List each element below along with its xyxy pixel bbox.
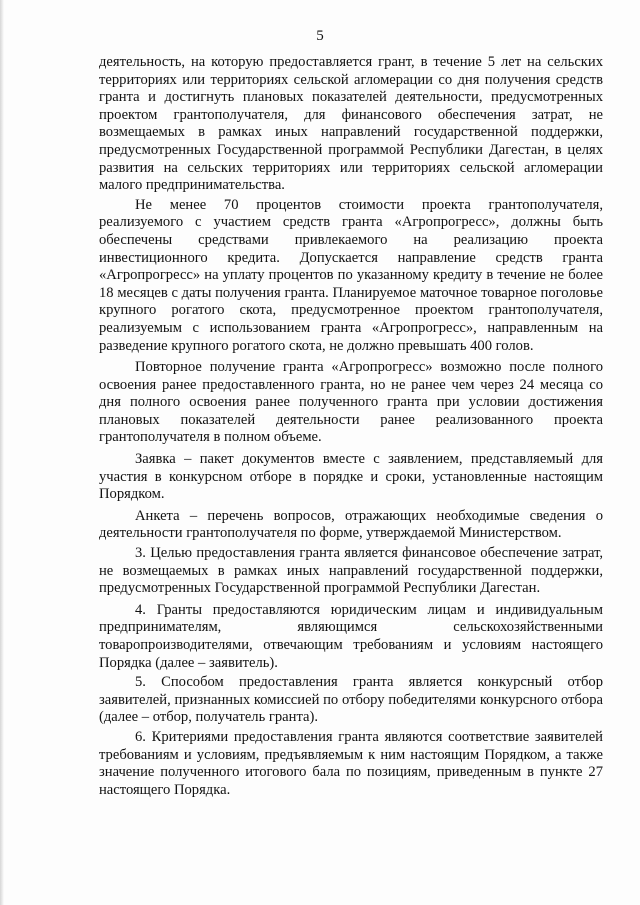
paragraph-item-4: 4. Гранты предоставляются юридическим лицам и индивидуальным предпринимателям, являющимся сельскохозяйственными товаропроизводителями, отвечающим требованиям и условиям настоящего Порядка (далее – заявитель). [99, 601, 603, 671]
page-number: 5 [316, 28, 324, 44]
paragraph-continuation: деятельность, на которую предоставляется грант, в течение 5 лет на сельских территориях или территориях сельской агломерации со дня получения средств гранта и достигнуть плановых показателей деятельности, предусмотренных проектом грантополучателя, для финансового обеспечения затрат, не возмещаемых в рамках иных направлений государственной поддержки, предусмотренных Государственной программой Республики Дагестан, в целях развития на сельских территориях или территориях сельской агломерации малого предпринимательства. [99, 54, 603, 194]
paragraph-item-3: 3. Целью предоставления гранта является финансовое обеспечение затрат, не возмещаемых в рамках иных направлений государственной поддержки, предусмотренных Государственной программой Республики Дагестан. [99, 545, 603, 597]
scan-edge-shadow [0, 0, 4, 905]
document-body [99, 54, 603, 801]
paragraph-project-cost: Не менее 70 процентов стоимости проекта грантополучателя, реализуемого с участием средств гранта «Агропрогресс», должны быть обеспечены средствами привлекаемого на реализацию проекта инвестиционного кредита. Допускается направление средств гранта «Агропрогресс» на уплату процентов по указанному кредиту в течение не более 18 месяцев с даты получения гранта. Планируемое маточное товарное поголовье крупного рогатого скота, предусмотренное проектом грантополучателя, реализуемым с использованием гранта «Агропрогресс», направленным на разведение крупного рогатого скота, не должно превышать 400 голов. [99, 196, 603, 354]
paragraph-item-5: 5. Способом предоставления гранта является конкурсный отбор заявителей, признанных комиссией по отбору победителями конкурсного отбора (далее – отбор, получатель гранта). [99, 674, 603, 726]
paragraph-repeat-grant: Повторное получение гранта «Агропрогресс» возможно после полного освоения ранее предоставленного гранта, но не ранее чем через 24 месяца со дня полного освоения ранее полученного гранта при условии достижения плановых показателей деятельности ранее реализованного проекта грантополучателя в полном объеме. [99, 359, 603, 446]
paragraph-questionnaire-definition: Анкета – перечень вопросов, отражающих необходимые сведения о деятельности грантополучателя по форме, утверждаемой Министерством. [99, 507, 603, 542]
paragraph-item-6: 6. Критериями предоставления гранта являются соответствие заявителей требованиям и условиям, предъявляемым к ним настоящим Порядком, а также значение полученного итогового бала по позициям, приведенным в пункте 27 настоящего Порядка. [99, 728, 603, 798]
paragraph-application-definition: Заявка – пакет документов вместе с заявлением, представляемый для участия в конкурсном отборе в порядке и сроки, установленные настоящим Порядком. [99, 451, 603, 503]
